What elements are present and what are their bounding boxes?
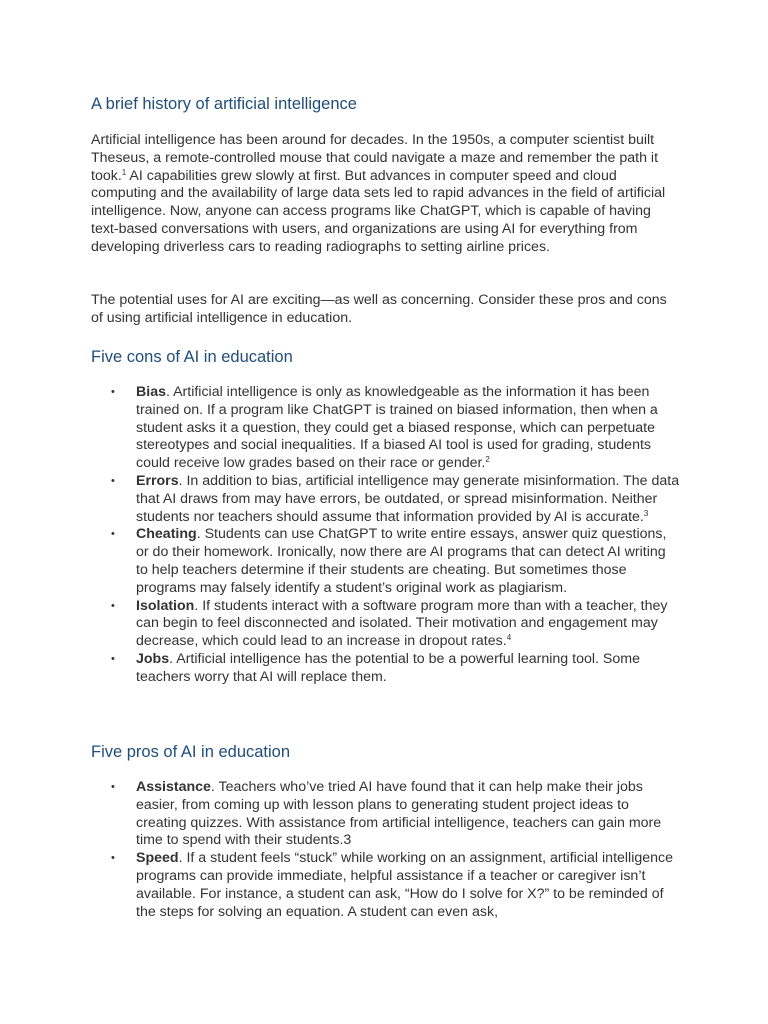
- cons-list: [91, 384, 681, 687]
- item-text: . Artificial intelligence has the potential to be a powerful learning tool. Some teachers worry that AI will replace them.: [136, 650, 640, 685]
- footnote-ref: 1: [121, 167, 127, 177]
- item-text: . Students can use ChatGPT to write entire essays, answer quiz questions, or do their homework. Ironically, now there are AI programs that can detect AI writing to help teachers determine if their students are cheating. But sometimes those programs may falsely identify a student’s original work as plagiarism.: [136, 526, 667, 596]
- cons-heading: Five cons of AI in education: [91, 348, 293, 366]
- intro-paragraph-2: The potential uses for AI are exciting—as well as concerning. Consider these pros and cons of using artificial intelligence in education.: [91, 292, 667, 326]
- intro-p1-part-a: Artificial intelligence has been around for decades. In the 1950s, a computer scientist built Theseus, a remote-controlled mouse that could navigate a maze and remember the path it took.: [91, 132, 659, 184]
- item-text: . If students interact with a software program more than with a teacher, they can begin to feel disconnected and isolated. Their motivation and engagement may decrease, which could lead to an increase in dropout rates.: [136, 597, 668, 650]
- bullet-icon: •: [111, 528, 115, 541]
- item-term: Jobs: [136, 650, 170, 667]
- list-item: [91, 651, 681, 687]
- list-item: [91, 526, 681, 597]
- item-term: Errors: [136, 472, 179, 489]
- footnote-ref: 3: [643, 508, 649, 518]
- item-text: . If a student feels “stuck” while working on an assignment, artificial intelligence programs can provide immediate, helpful assistance if a teacher or caregiver isn’t available. For instance, a student can ask, “How do I solve for X?” to be reminded of the steps for solving an equation. A student can even ask,: [136, 850, 674, 920]
- item-text: . Teachers who’ve tried AI have found that it can help make their jobs easier, from coming up with lesson plans to generating student project ideas to creating quizzes. With assistance from artificial intelligence, teachers can gain more time to spend with their students.3: [136, 779, 662, 849]
- item-text: . Artificial intelligence is only as knowledgeable as the information it has been trained on. If a program like ChatGPT is trained on biased information, then when a student asks it a question, they could get a biased response, which can perpetuate stereotypes and social inequalities. If a biased AI tool is used for grading, students could receive low grades based on their race or gender.: [136, 384, 658, 472]
- list-item: [91, 779, 681, 850]
- list-item: [91, 850, 681, 921]
- bullet-icon: •: [111, 652, 115, 665]
- item-term: Speed: [136, 850, 179, 867]
- item-term: Assistance: [136, 779, 211, 795]
- list-item: [91, 384, 681, 473]
- list-item: [91, 598, 681, 651]
- bullet-icon: •: [111, 386, 115, 398]
- bullet-icon: •: [111, 599, 115, 612]
- bullet-icon: •: [111, 781, 115, 793]
- pros-heading: Five pros of AI in education: [91, 743, 291, 761]
- pros-list: [91, 779, 681, 921]
- item-term: Cheating: [136, 526, 197, 543]
- intro-p1-part-b: AI capabilities grew slowly at first. But advances in computer speed and cloud computing and the availability of large data sets led to rapid advances in the field of artificial intelligence. Now, anyone can access programs like ChatGPT, which is capable of having text-based conversations with users, and organizations are using AI for everything from developing driverless cars to reading radiographs to setting airline prices.: [91, 167, 666, 255]
- footnote-ref: 2: [485, 455, 490, 465]
- intro-paragraph-1: [91, 132, 681, 257]
- bullet-icon: •: [111, 474, 115, 487]
- footnote-ref: 4: [506, 633, 512, 643]
- item-term: Isolation: [136, 597, 195, 614]
- item-term: Bias: [136, 384, 166, 400]
- bullet-icon: •: [111, 852, 115, 865]
- item-text: . In addition to bias, artificial intelligence may generate misinformation. The data that AI draws from may have errors, be outdated, or spread misinformation. Neither students nor teachers should assume that information provided by AI is accurate.: [136, 472, 680, 525]
- list-item: [91, 473, 681, 526]
- page-title: A brief history of artificial intelligence: [91, 95, 357, 113]
